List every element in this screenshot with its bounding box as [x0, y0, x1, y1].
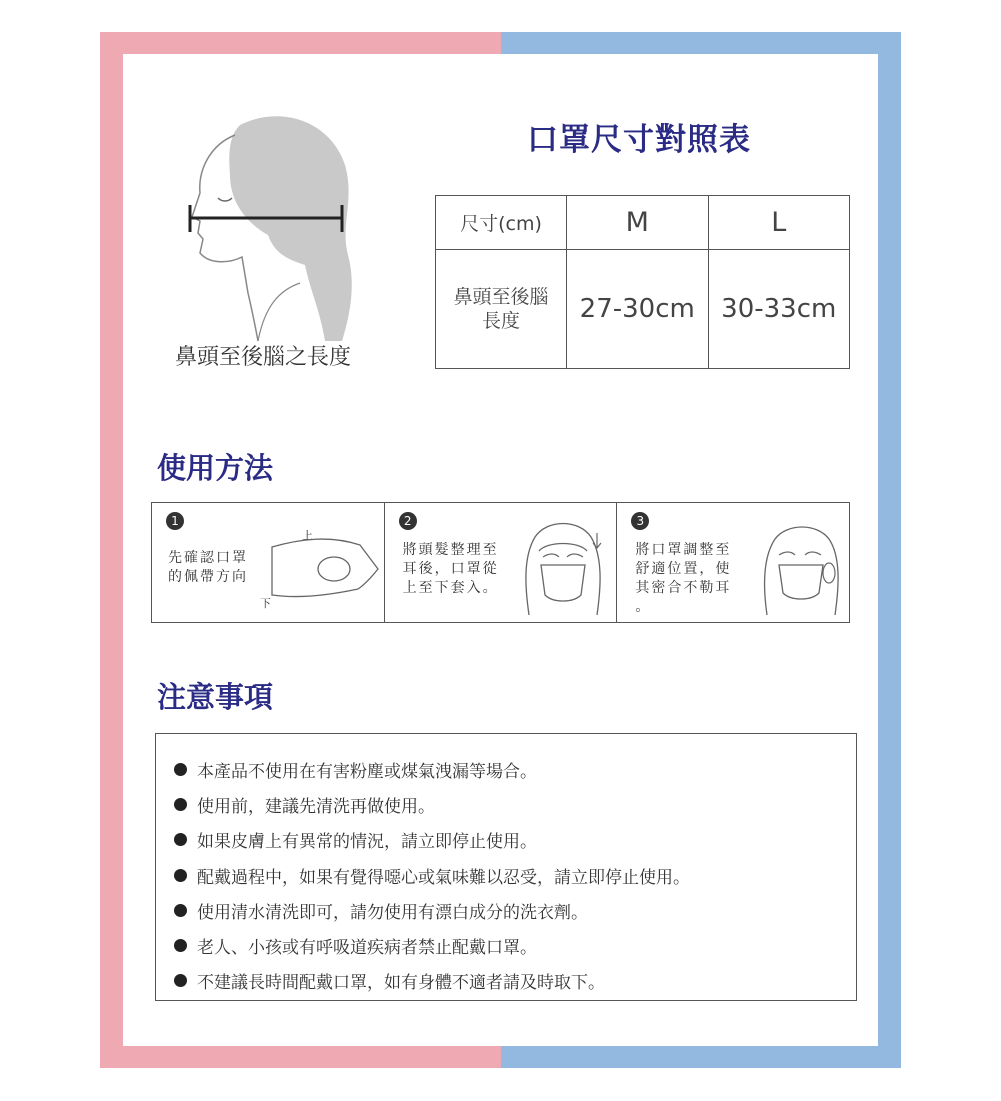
adjusted-mask-face-icon — [757, 519, 847, 617]
list-item: 不建議長時間配戴口罩，如有身體不適者請及時取下。 — [174, 963, 856, 998]
list-item: 使用清水清洗即可，請勿使用有漂白成分的洗衣劑。 — [174, 893, 856, 928]
list-item: 老人、小孩或有呼吸道疾病者禁止配戴口罩。 — [174, 928, 856, 963]
bullet-dot-icon — [174, 939, 187, 952]
face-measure-illustration — [170, 105, 370, 345]
wearing-mask-face-icon — [517, 517, 609, 617]
list-item: 本產品不使用在有害粉塵或煤氣洩漏等場合。 — [174, 752, 856, 787]
step-text: 將頭髮整理至 耳後，口罩從 上至下套入。 — [402, 542, 499, 596]
usage-step-2 — [385, 503, 618, 622]
step-number-badge: 3 — [631, 512, 649, 530]
notes-section-title: 注意事項 — [157, 680, 274, 714]
notes-list — [156, 734, 856, 998]
bullet-dot-icon — [174, 763, 187, 776]
table-header-m: M — [567, 196, 709, 250]
table-header-size: 尺寸(cm) — [436, 196, 567, 250]
step-text: 先確認口罩 的佩帶方向 — [168, 550, 248, 585]
bullet-dot-icon — [174, 904, 187, 917]
step-label-top: 上 — [302, 529, 313, 542]
notes-box — [155, 733, 857, 1001]
list-item: 配戴過程中，如果有覺得噁心或氣味難以忍受，請立即停止使用。 — [174, 858, 856, 893]
step-number-badge: 1 — [166, 512, 184, 530]
usage-step-1 — [152, 503, 385, 622]
list-item: 使用前，建議先清洗再做使用。 — [174, 787, 856, 822]
table-value-m: 27-30cm — [567, 250, 709, 369]
bullet-dot-icon — [174, 869, 187, 882]
table-header-l: L — [708, 196, 850, 250]
step-text: 將口罩調整至 舒適位置，使 其密合不勒耳 。 — [635, 542, 732, 615]
bullet-dot-icon — [174, 798, 187, 811]
step-number-badge: 2 — [399, 512, 417, 530]
bullet-dot-icon — [174, 974, 187, 987]
bullet-dot-icon — [174, 833, 187, 846]
list-item: 如果皮膚上有異常的情況，請立即停止使用。 — [174, 822, 856, 857]
step-label-bottom: 下 — [260, 597, 271, 610]
size-table — [435, 195, 850, 369]
usage-section-title: 使用方法 — [157, 451, 274, 485]
table-row-label: 鼻頭至後腦長度 — [436, 250, 567, 369]
table-value-l: 30-33cm — [708, 250, 850, 369]
page-title: 口罩尺寸對照表 — [527, 122, 751, 158]
usage-steps — [151, 502, 850, 623]
face-caption: 鼻頭至後腦之長度 — [175, 345, 352, 370]
usage-step-3 — [617, 503, 849, 622]
mask-direction-icon — [270, 533, 382, 601]
